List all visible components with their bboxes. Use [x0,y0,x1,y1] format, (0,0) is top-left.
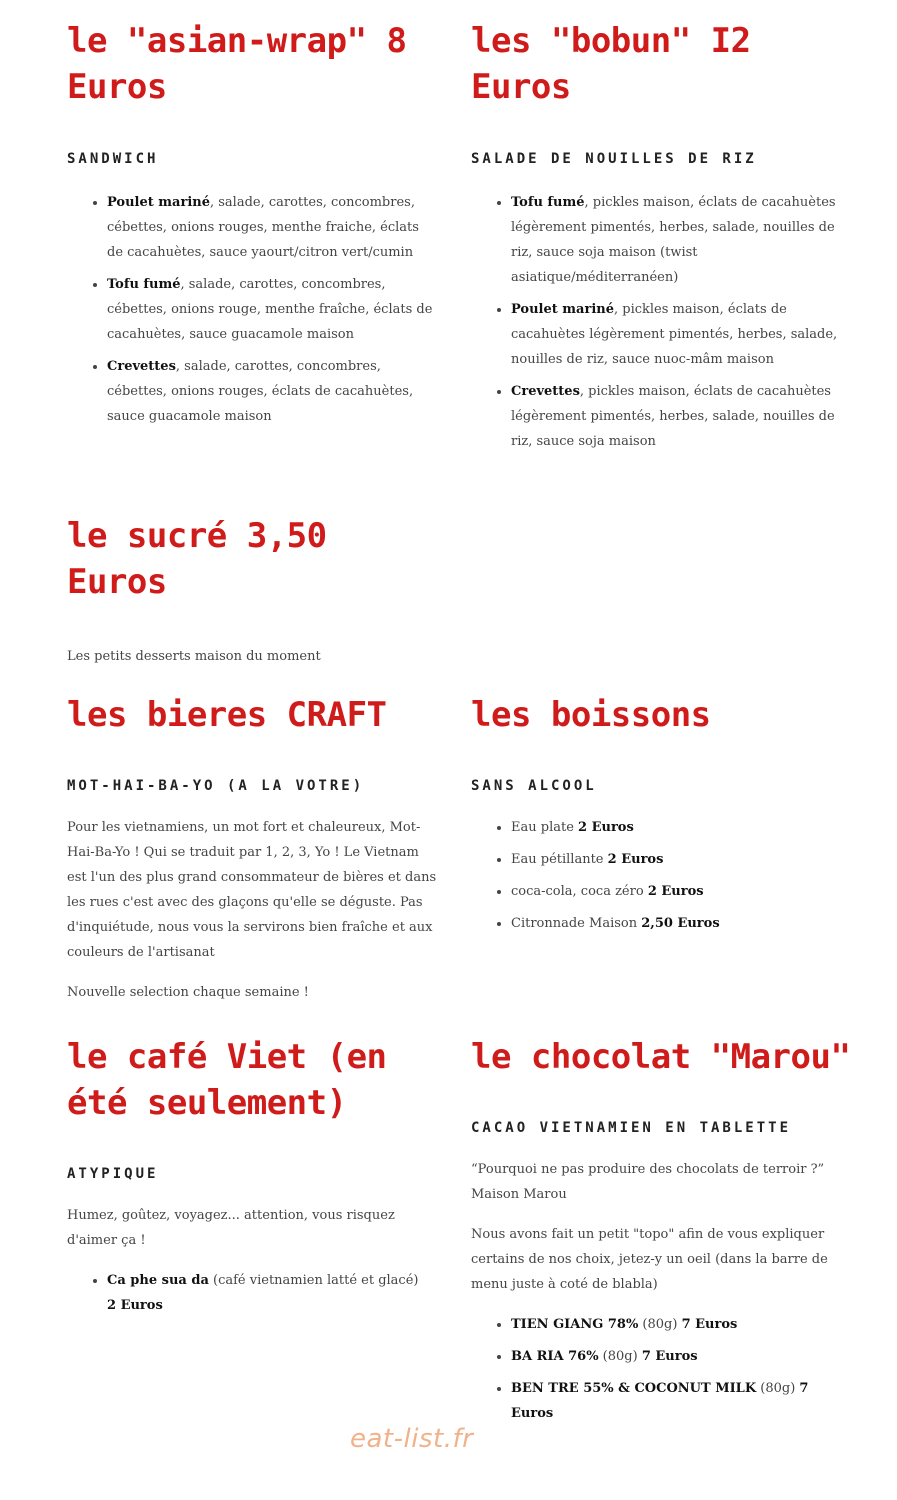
list-item [511,379,843,454]
list-item [107,272,439,347]
item-name: Citronnade Maison [511,916,642,931]
item-desc: , salade, carottes, concombres, cébettes, onions rouges, éclats de cacahuètes, sauce guacamole maison [107,359,414,424]
section-text: Les petits desserts maison du moment [67,649,321,664]
list-item [511,847,843,872]
section-note: Nouvelle selection chaque semaine ! [67,985,309,1000]
item-list [471,190,843,454]
item-qty: (80g) [756,1381,800,1396]
item-name: BA RIA 76% [511,1349,599,1364]
item-desc: , salade, carottes, concombres, cébettes, onions rouge, menthe fraîche, éclats de cacahuètes, sauce guacamole maison [107,277,433,342]
list-item [107,354,439,429]
section-bobun [471,18,843,461]
item-desc: (café vietnamien latté et glacé) [208,1273,419,1288]
section-subtitle: SANS ALCOOL [471,778,597,794]
section-subtitle: CACAO VIETNAMIEN EN TABLETTE [471,1120,792,1136]
item-name: TIEN GIANG 78% [511,1317,639,1332]
section-bieres [67,692,439,1005]
section-cafe-viet [67,1034,439,1325]
item-price: 7 Euros [641,1349,698,1364]
section-title: les "bobun" I2 Euros [471,21,751,107]
list-item [511,1344,841,1369]
section-subtitle: MOT-HAI-BA-YO (A LA VOTRE) [67,778,365,794]
item-name: Ca phe sua da [107,1273,209,1288]
section-title: le "asian-wrap" 8 Euros [67,21,407,107]
item-name: coca-cola, coca zéro [511,884,648,899]
item-desc: , pickles maison, éclats de cacahuètes légèrement pimentés, herbes, salade, nouilles de riz, sauce soja maison [511,384,835,449]
item-name: Poulet mariné [511,302,614,317]
item-name: BEN TRE 55% & COCONUT MILK [511,1381,757,1396]
item-desc: , pickles maison, éclats de cacahuètes légèrement pimentés, herbes, salade, nouilles de riz, sauce nuoc-mâm maison [511,302,838,367]
section-text: Nous avons fait un petit "topo" afin de vous expliquer certains de nos choix, jetez-y un oeil (dans la barre de menu juste à coté de blabla) [471,1227,828,1292]
item-list [471,815,843,936]
item-desc: , pickles maison, éclats de cacahuètes légèrement pimentés, herbes, salade, nouilles de riz, sauce soja maison (twist asiatique/méditerranéen) [511,195,836,285]
item-price: 7 Euros [511,1381,809,1421]
item-price: 2,50 Euros [641,916,720,931]
item-name: Poulet mariné [107,195,210,210]
list-item [511,297,843,372]
item-price: 2 Euros [607,852,664,867]
item-qty: (80g) [638,1317,682,1332]
item-name: Tofu fumé [511,195,585,210]
item-price: 2 Euros [107,1298,163,1313]
list-item [107,190,439,265]
section-text: Pour les vietnamiens, un mot fort et chaleureux, Mot-Hai-Ba-Yo ! Qui se traduit par 1, 2, 3, Yo ! Le Vietnam est l'un des plus grand consommateur de bières et dans les rues c'est avec des glaçons qu'elle se déguste. Pas d'inquiétude, nous vous la servirons bien fraîche et aux couleurs de l'artisanat [67,820,437,960]
item-name: Crevettes [107,359,176,374]
section-title: le sucré 3,50 Euros [67,516,327,602]
list-item [511,1312,841,1337]
section-title: le chocolat "Marou" [471,1037,851,1077]
item-price: 2 Euros [647,884,704,899]
item-desc: , salade, carottes, concombres, cébettes, onions rouges, menthe fraiche, éclats de cacahuètes, sauce yaourt/citron vert/cumin [107,195,419,260]
section-subtitle: SANDWICH [67,151,159,167]
item-list [67,190,439,429]
section-title: les boissons [471,695,711,735]
section-asian-wrap [67,18,439,436]
section-quote: “Pourquoi ne pas produire des chocolats de terroir ?” Maison Marou [471,1162,825,1202]
item-name: Tofu fumé [107,277,181,292]
section-subtitle: SALADE DE NOUILLES DE RIZ [471,151,757,167]
item-price: 7 Euros [681,1317,738,1332]
list-item [107,1268,439,1318]
section-text: Humez, goûtez, voyagez... attention, vous risquez d'aimer ça ! [67,1208,395,1248]
section-title: le café Viet (en été seulement) [67,1037,387,1123]
section-subtitle: ATYPIQUE [67,1166,159,1182]
list-item [511,879,843,904]
list-item [511,190,843,290]
item-name: Crevettes [511,384,580,399]
item-name: Eau pétillante [511,852,608,867]
item-name: Eau plate [511,820,579,835]
section-boissons [471,692,843,943]
section-title: les bieres CRAFT [67,695,387,735]
list-item [511,1376,841,1426]
section-sucre [67,513,439,669]
list-item [511,911,843,936]
item-qty: (80g) [598,1349,642,1364]
list-item [511,815,843,840]
item-list [67,1268,439,1318]
item-list [471,1312,841,1426]
watermark: eat-list.fr [350,1424,474,1454]
item-price: 2 Euros [578,820,634,835]
section-chocolat-marou [471,1034,851,1433]
